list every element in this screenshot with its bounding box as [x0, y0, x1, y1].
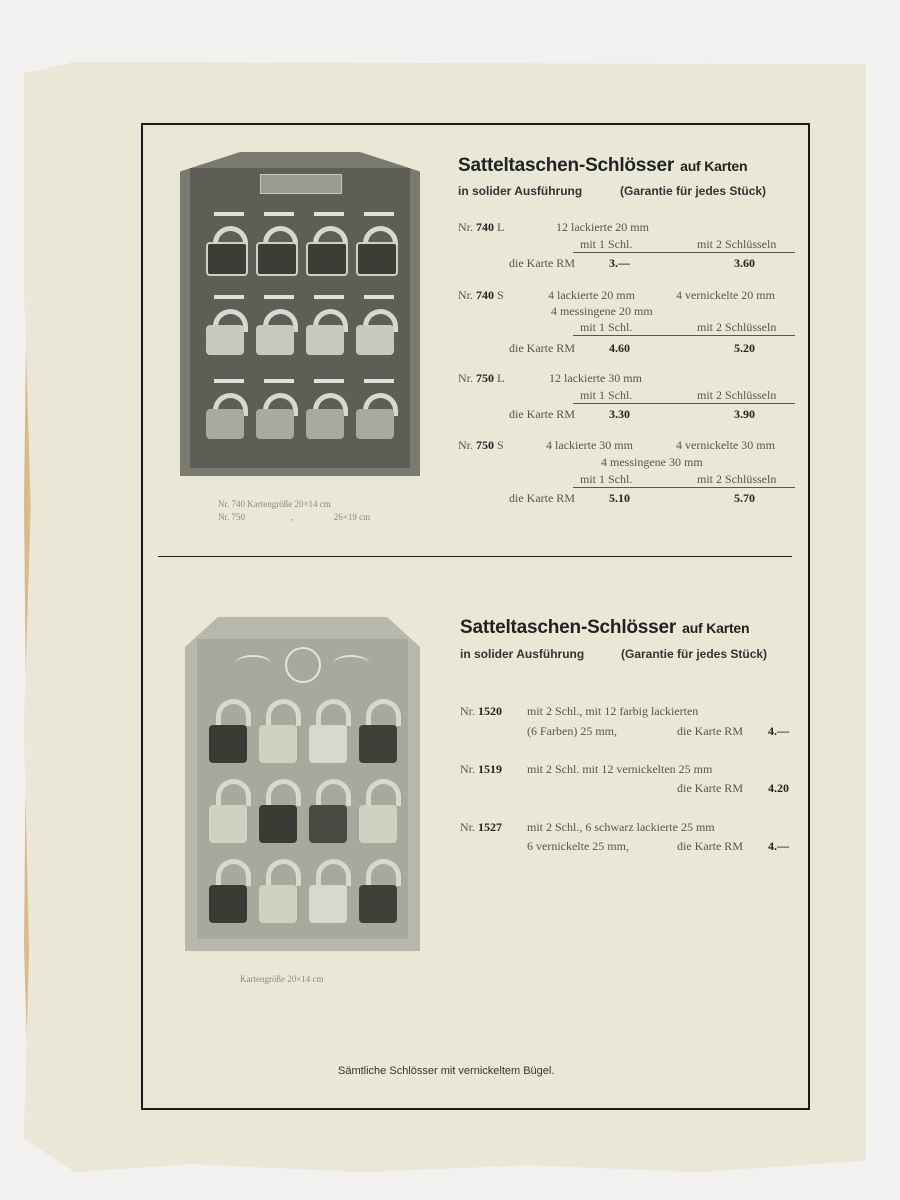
- item-740L-col2-head: mit 2 Schlüsseln: [697, 237, 777, 251]
- item-1520-line-2: (6 Farben) 25 mm,: [527, 724, 617, 738]
- item-740S-desc-1: 4 lackierte 20 mm: [548, 288, 635, 302]
- item-750S-number: Nr. 750 S: [458, 438, 504, 452]
- item-750L-number: Nr. 750 L: [458, 371, 505, 385]
- section-1-title-suffix: auf Karten: [680, 158, 748, 174]
- item-750L-price-2: 3.90: [734, 407, 755, 421]
- section-1-subtitle-right: (Garantie für jedes Stück): [620, 184, 767, 198]
- item-750S-desc-1b: 4 vernickelte 30 mm: [676, 438, 775, 452]
- section-1-subtitle-left: in solider Ausführung: [458, 184, 583, 198]
- item-1520-price-label: die Karte RM: [677, 724, 743, 738]
- item-740S-col1-head: mit 1 Schl.: [580, 320, 633, 334]
- section-2-title-suffix: auf Karten: [682, 620, 750, 636]
- item-750S-price-label: die Karte RM: [509, 491, 575, 505]
- item-750S-desc-2: 4 messingene 30 mm: [601, 455, 703, 469]
- photo-2-caption: Kartengröße 20×14 cm: [240, 974, 324, 984]
- item-740S-price-label: die Karte RM: [509, 341, 575, 355]
- item-740L-rule: [573, 252, 795, 253]
- section-2-title-main: Satteltaschen-Schlösser: [460, 617, 677, 638]
- item-740S-price-2: 5.20: [734, 341, 755, 355]
- section-2-subtitle-right: (Garantie für jedes Stück): [621, 647, 768, 661]
- item-1527-price-label: die Karte RM: [677, 839, 743, 853]
- section-1-title: [458, 155, 747, 177]
- item-1520-number: Nr. 1520: [460, 704, 502, 718]
- photo-1-caption-line-1: Nr. 740 Kartengröße 20×14 cm: [218, 499, 331, 509]
- item-750L-price-label: die Karte RM: [509, 407, 575, 421]
- item-750L-col1-head: mit 1 Schl.: [580, 388, 633, 402]
- item-740L-col1-head: mit 1 Schl.: [580, 237, 633, 251]
- section-2-subtitle-left: in solider Ausführung: [460, 647, 585, 661]
- section-2-title: [460, 617, 749, 639]
- item-740L-number: Nr. 740 L: [458, 220, 505, 234]
- item-750L-price-1: 3.30: [609, 407, 630, 421]
- item-1527-number: Nr. 1527: [460, 820, 502, 834]
- item-1519-line-1: mit 2 Schl. mit 12 vernickelten 25 mm: [527, 762, 713, 776]
- item-740L-price-1: 3.—: [609, 256, 630, 270]
- caption-size-750: 26×19 cm: [333, 512, 371, 522]
- item-740S-desc-1b: 4 vernickelte 20 mm: [676, 288, 775, 302]
- item-1527-line-2: 6 vernickelte 25 mm,: [527, 839, 629, 853]
- item-740S-desc-2: 4 messingene 20 mm: [551, 304, 653, 318]
- item-740S-price-1: 4.60: [609, 341, 630, 355]
- section-divider: [158, 556, 792, 557]
- item-740S-number: Nr. 740 S: [458, 288, 504, 302]
- item-750L-desc: 12 lackierte 30 mm: [549, 371, 642, 385]
- item-750S-price-2: 5.70: [734, 491, 755, 505]
- item-1519-price: 4.20: [768, 781, 789, 795]
- item-750S-rule: [573, 487, 795, 488]
- lock-display-card-photo-2: [185, 617, 420, 951]
- item-750S-desc-1: 4 lackierte 30 mm: [546, 438, 633, 452]
- item-1520-price: 4.—: [768, 724, 789, 738]
- item-1520-line-1: mit 2 Schl., mit 12 farbig lackierten: [527, 704, 699, 718]
- item-750L-col2-head: mit 2 Schlüsseln: [697, 388, 777, 402]
- item-740L-price-2: 3.60: [734, 256, 755, 270]
- item-740S-rule: [573, 335, 795, 336]
- caption-ditto-mark: ,: [291, 512, 294, 522]
- lock-display-card-photo-1: [180, 152, 420, 476]
- photo-1-caption-line-2: [218, 511, 370, 523]
- item-750S-col1-head: mit 1 Schl.: [580, 472, 633, 486]
- item-750L-rule: [573, 403, 795, 404]
- caption-nr-750: Nr. 750: [218, 512, 245, 522]
- item-750S-price-1: 5.10: [609, 491, 630, 505]
- item-1527-line-1: mit 2 Schl., 6 schwarz lackierte 25 mm: [527, 820, 715, 834]
- item-1519-price-label: die Karte RM: [677, 781, 743, 795]
- item-1519-number: Nr. 1519: [460, 762, 502, 776]
- item-740L-desc: 12 lackierte 20 mm: [556, 220, 649, 234]
- item-740S-col2-head: mit 2 Schlüsseln: [697, 320, 777, 334]
- item-750S-col2-head: mit 2 Schlüsseln: [697, 472, 777, 486]
- footer-note: Sämtliche Schlösser mit vernickeltem Bügel.: [338, 1065, 555, 1077]
- item-740L-price-label: die Karte RM: [509, 256, 575, 270]
- section-1-title-main: Satteltaschen-Schlösser: [458, 155, 675, 176]
- item-1527-price: 4.—: [768, 839, 789, 853]
